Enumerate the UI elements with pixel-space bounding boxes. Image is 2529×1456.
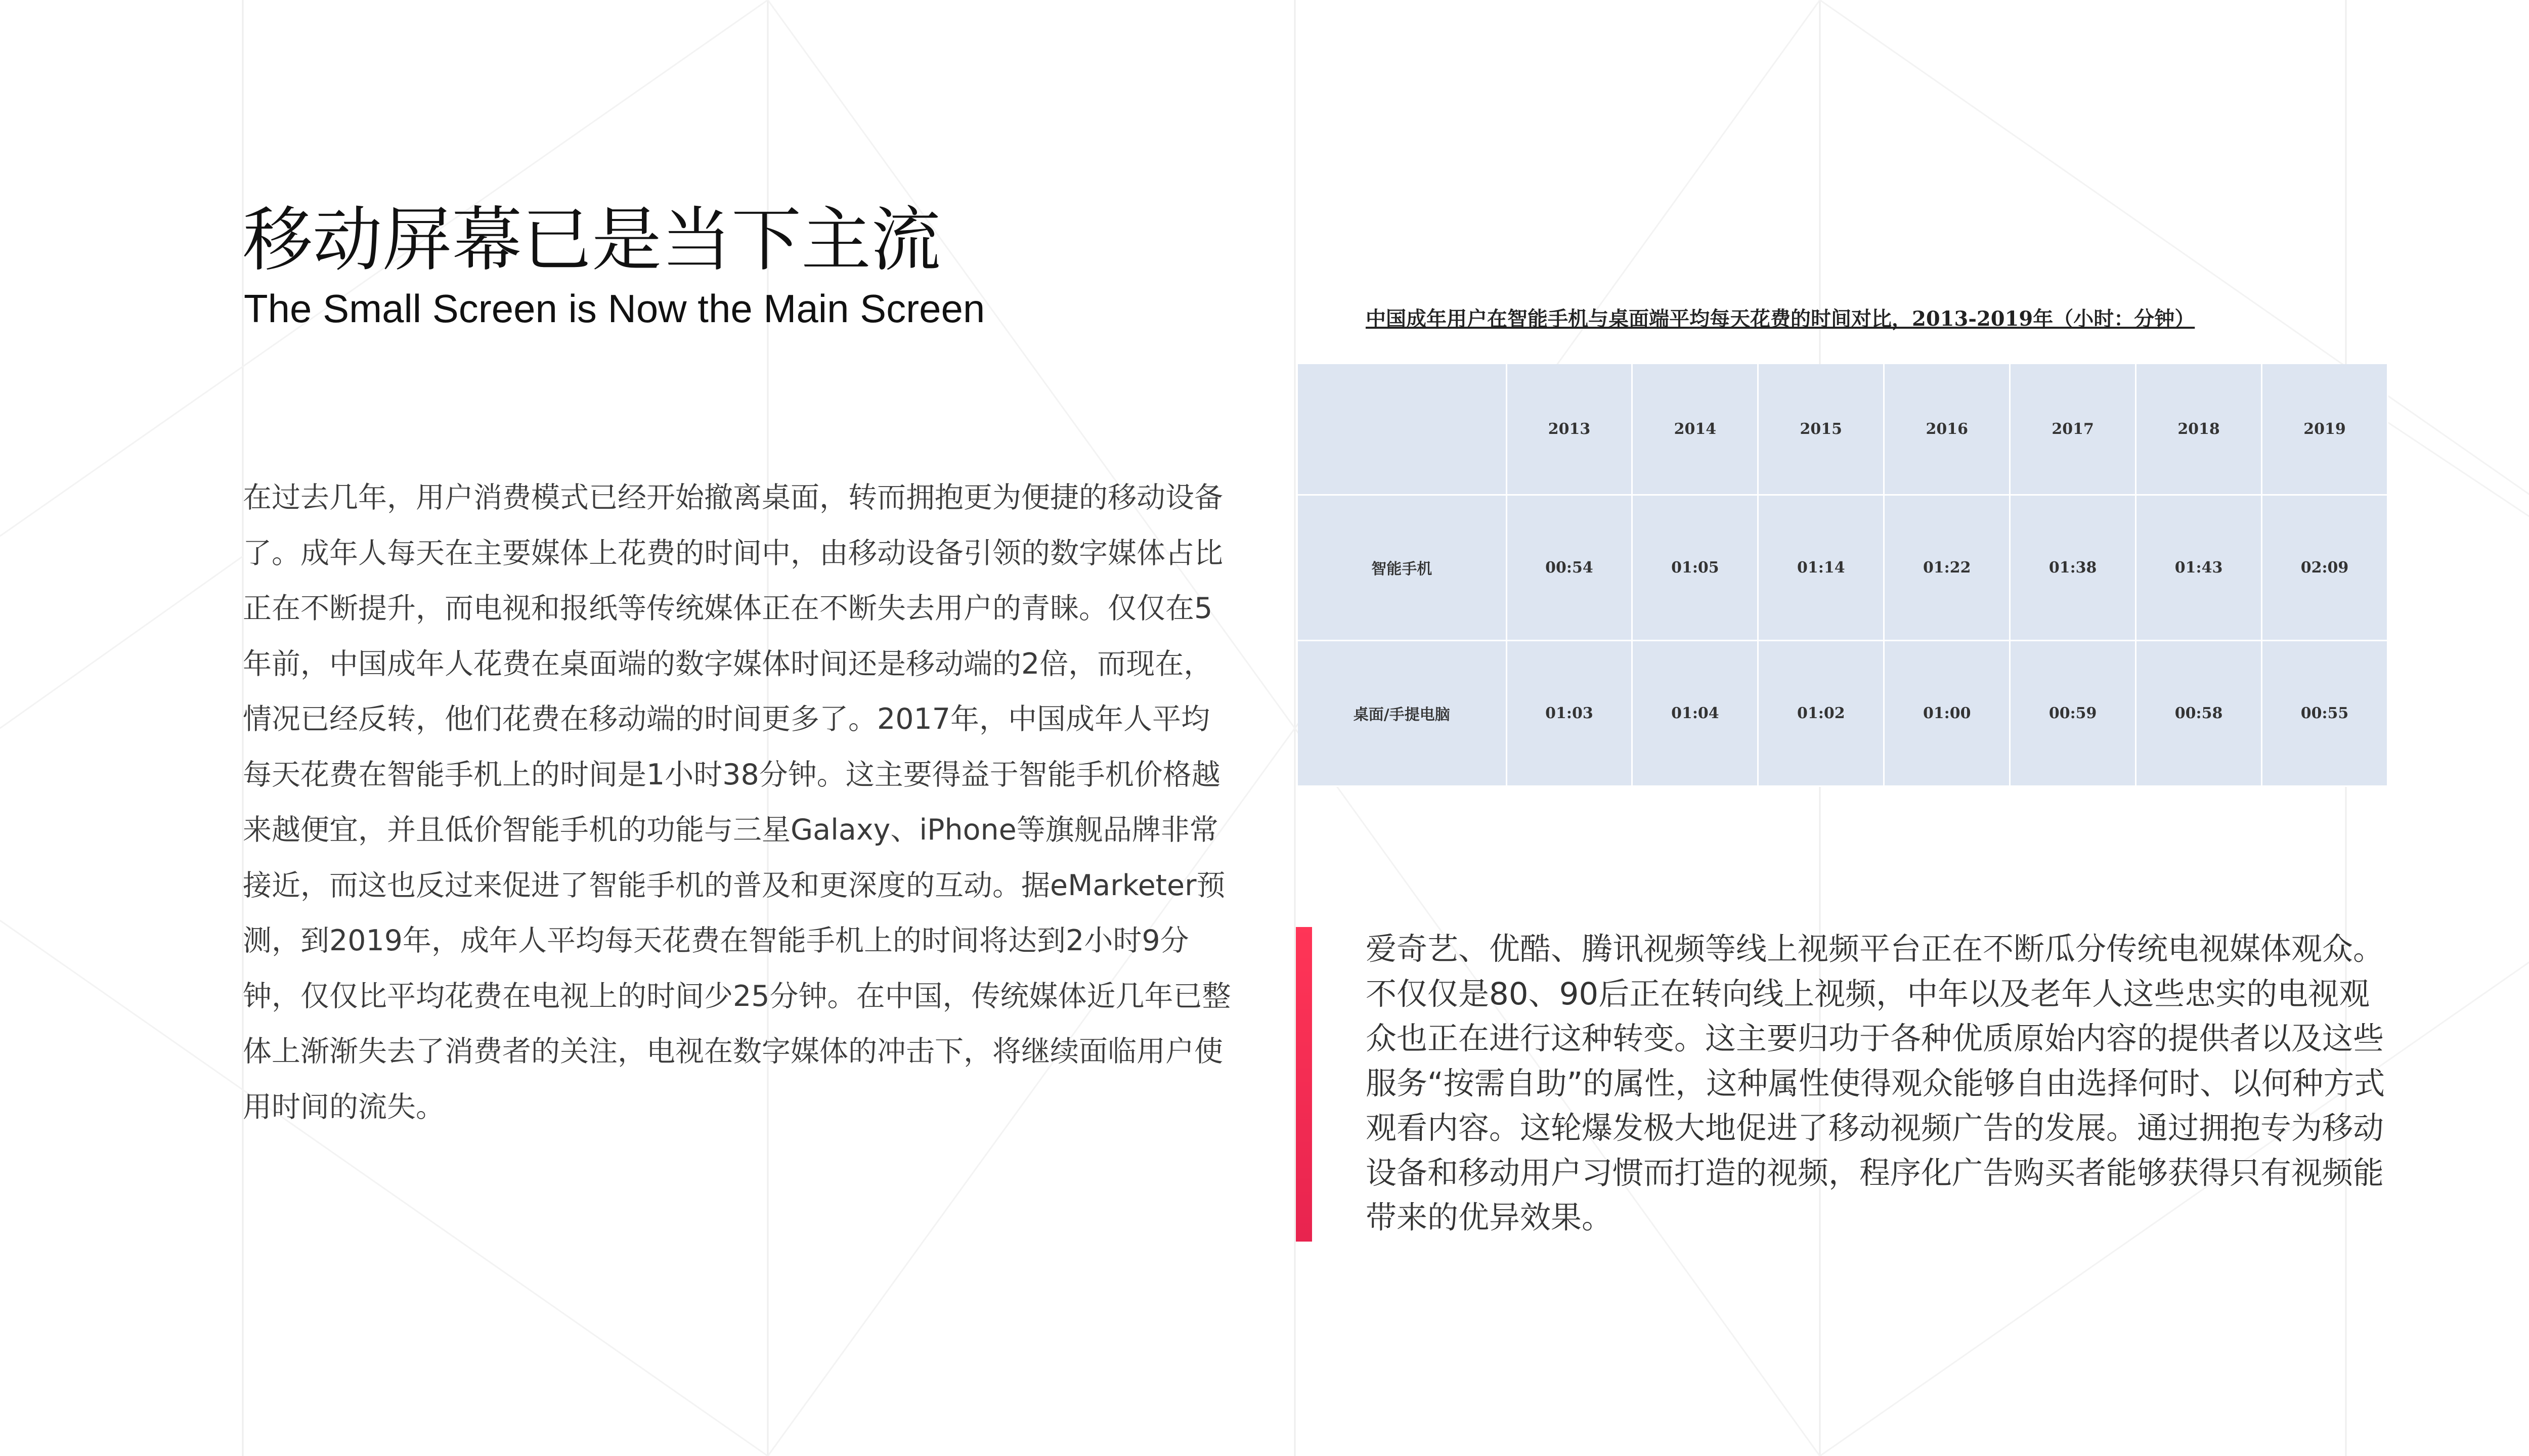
table-cell: 01:43 <box>2136 495 2262 640</box>
table-cell: 01:22 <box>1884 495 2010 640</box>
chart-title: 中国成年用户在智能手机与桌面端平均每天花费的时间对比，2013-2019年（小时：分钟） <box>1366 307 2195 331</box>
year-header: 2015 <box>1758 364 1884 495</box>
table-cell: 01:05 <box>1632 495 1758 640</box>
year-header: 2019 <box>2262 364 2388 495</box>
table-corner-cell <box>1298 364 1506 495</box>
row-label: 智能手机 <box>1298 495 1506 640</box>
table-cell: 01:04 <box>1632 640 1758 786</box>
table-cell: 00:54 <box>1506 495 1632 640</box>
year-header: 2013 <box>1506 364 1632 495</box>
page-subtitle: The Small Screen is Now the Main Screen <box>244 286 985 331</box>
table-cell: 01:03 <box>1506 640 1632 786</box>
accent-bar <box>1296 927 1312 1242</box>
table-cell: 01:00 <box>1884 640 2010 786</box>
table-row <box>1298 640 2388 786</box>
table-cell: 00:55 <box>2262 640 2388 786</box>
table-cell: 00:59 <box>2010 640 2136 786</box>
year-header: 2016 <box>1884 364 2010 495</box>
page-title: 移动屏幕已是当下主流 <box>243 199 941 281</box>
year-header: 2014 <box>1632 364 1758 495</box>
table-cell: 00:58 <box>2136 640 2262 786</box>
table-row <box>1298 495 2388 640</box>
table-cell: 01:14 <box>1758 495 1884 640</box>
table-cell: 01:38 <box>2010 495 2136 640</box>
year-header: 2018 <box>2136 364 2262 495</box>
row-label: 桌面/手提电脑 <box>1298 640 1506 786</box>
table-header-row <box>1298 364 2388 495</box>
year-header: 2017 <box>2010 364 2136 495</box>
right-body-text: 爱奇艺、优酷、腾讯视频等线上视频平台正在不断瓜分传统电视媒体观众。不仅仅是80、90后正在转向线上视频，中年以及老年人这些忠实的电视观众也正在进行这种转变。这主要归功于各种优质原始内容的提供者以及这些服务“按需自助”的属性，这种属性使得观众能够自由选择何时、以何种方式观看内容。这轮爆发极大地促进了移动视频广告的发展。通过拥抱专为移动设备和移动用户习惯而打造的视频，程序化广告购买者能够获得只有视频能带来的优异效果。 <box>1366 931 2385 1236</box>
table-cell: 02:09 <box>2262 495 2388 640</box>
table-cell: 01:02 <box>1758 640 1884 786</box>
time-comparison-table <box>1298 364 2388 787</box>
left-body-text: 在过去几年，用户消费模式已经开始撤离桌面，转而拥抱更为便捷的移动设备了。成年人每天在主要媒体上花费的时间中，由移动设备引领的数字媒体占比正在不断提升，而电视和报纸等传统媒体正在不断失去用户的青睐。仅仅在5年前，中国成年人花费在桌面端的数字媒体时间还是移动端的2倍，而现在，情况已经反转，他们花费在移动端的时间更多了。2017年，中国成年人平均每天花费在智能手机上的时间是1小时38分钟。这主要得益于智能手机价格越来越便宜，并且低价智能手机的功能与三星Galaxy、iPhone等旗舰品牌非常接近，而这也反过来促进了智能手机的普及和更深度的互动。据eMarketer预测，到2019年，成年人平均每天花费在智能手机上的时间将达到2小时9分钟，仅仅比平均花费在电视上的时间少25分钟。在中国，传统媒体近几年已整体上渐渐失去了消费者的关注，电视在数字媒体的冲击下，将继续面临用户使用时间的流失。 <box>243 481 1231 1124</box>
